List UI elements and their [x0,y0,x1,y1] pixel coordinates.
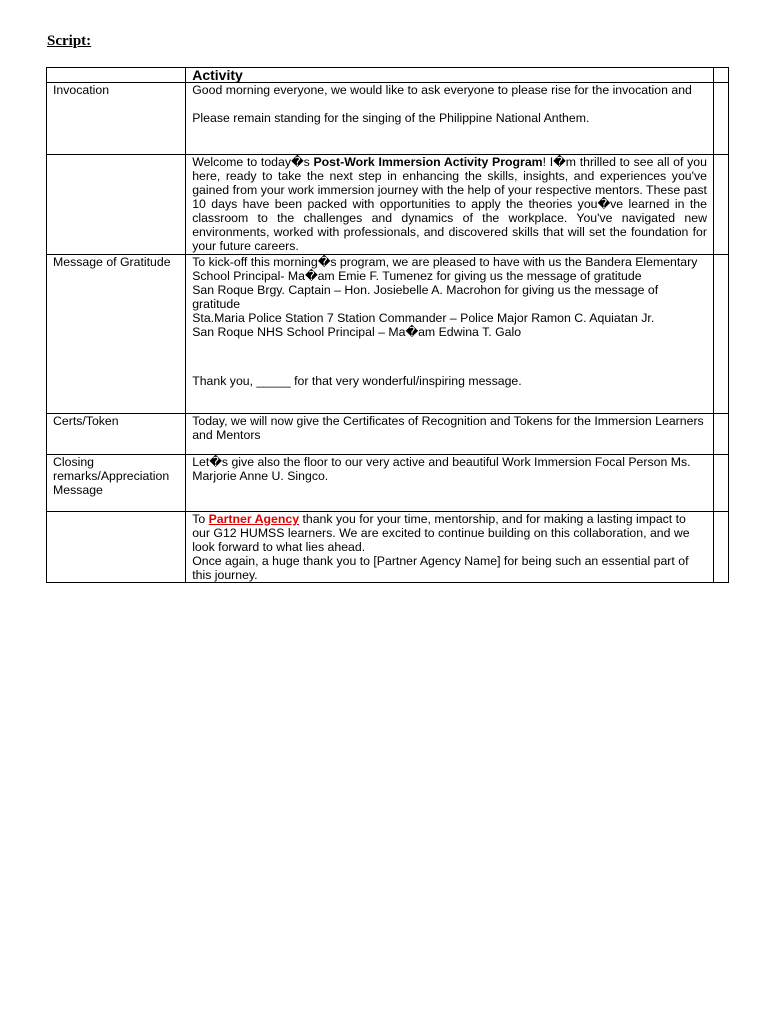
text-span: Welcome to today�s [192,155,314,169]
table-cell [713,83,728,155]
table-cell [713,455,728,512]
activity-cell [186,255,714,414]
text-line: To kick-off this morning�s program, we are pleased to have with us the Bandera Elementary School Principal- Ma�am Emie F. Tumenez for giving us the message of gratitude [192,255,698,283]
activity-cell: Let�s give also the floor to our very active and beautiful Work Immersion Focal Person Ms. Marjorie Anne U. Singco. [186,455,714,512]
activity-cell [186,83,714,155]
table-row [47,155,729,255]
partner-agency-link[interactable]: Partner Agency [208,512,300,526]
text-span: ! I�m thrilled to see all of you here, ready to take the next step in enhancing the skills, insights, and experiences you've gained from your work immersion journey with the help of your respective mentors. These past 10 days have been packed with opportunities to apply the theories you�ve learned in the classroom to the challenges and dynamics of the workplace. You've navigated new environments, worked with professionals, and discovered skills that will set the foundation for your future careers. [192,155,707,253]
row-label: Certs/Token [47,414,186,455]
table-cell [713,414,728,455]
text-line: Good morning everyone, we would like to ask everyone to please rise for the invocation and [192,83,692,97]
table-row [47,455,729,512]
table-row [47,255,729,414]
text-line: Once again, a huge thank you to [Partner Agency Name] for being such an essential part of this journey. [192,554,689,582]
table-row [47,512,729,583]
text-line: Thank you, _____ for that very wonderful/inspiring message. [192,374,522,388]
text-line: Please remain standing for the singing of the Philippine National Anthem. [192,111,590,125]
program-name: Post-Work Immersion Activity Program [313,155,543,169]
row-label: Invocation [47,83,186,155]
table-cell [713,512,728,583]
table-row [47,414,729,455]
table-row [47,83,729,155]
row-label: Message of Gratitude [47,255,186,414]
row-label [47,155,186,255]
table-cell [47,68,186,83]
text-line: San Roque Brgy. Captain – Hon. Josiebelle A. Macrohon for giving us the message of gratitude [192,283,659,311]
table-cell [713,255,728,414]
activity-cell [186,155,714,255]
activity-cell [186,512,714,583]
activity-cell: Today, we will now give the Certificates of Recognition and Tokens for the Immersion Learners and Mentors [186,414,714,455]
table-cell [713,68,728,83]
table-cell [713,155,728,255]
text-line: San Roque NHS School Principal – Ma�am Edwina T. Galo [192,325,522,339]
row-label: Closing remarks/Appreciation Message [47,455,186,512]
script-title: Script: [47,33,92,49]
activity-header: Activity [186,68,714,83]
text-span: To [192,512,209,526]
text-span: thank you for your time, mentorship, and for making a lasting impact to our G12 HUMSS learners. We are excited to continue building on this collaboration, and we look forward to what lies ahead. [192,512,690,554]
text-line: Sta.Maria Police Station 7 Station Commander – Police Major Ramon C. Aquiatan Jr. [192,311,655,325]
row-label [47,512,186,583]
script-table [46,67,729,583]
table-header-row [47,68,729,83]
